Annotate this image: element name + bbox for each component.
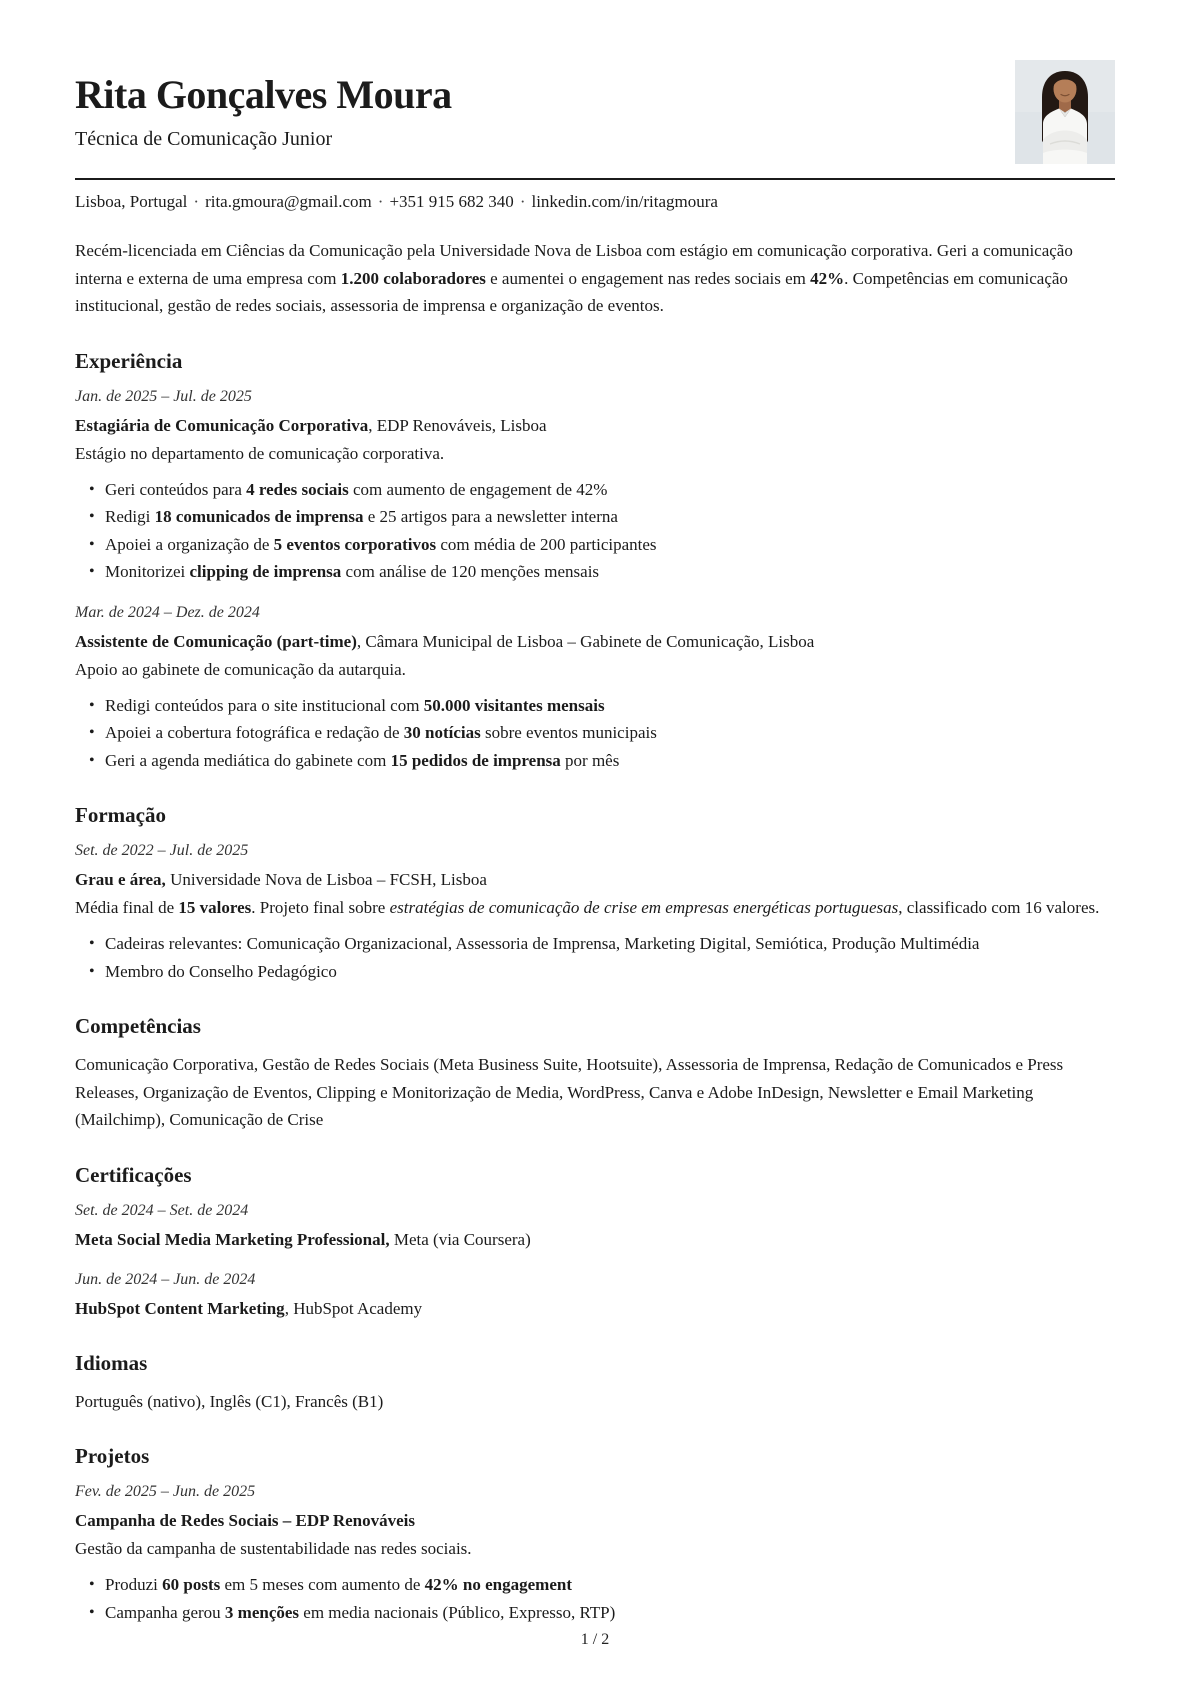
text-segment: sobre eventos municipais — [480, 723, 657, 742]
entry-title — [75, 629, 1115, 655]
text-segment: 3 menções — [224, 1602, 300, 1622]
text-segment: por mês — [560, 750, 620, 770]
section-heading: Projetos — [75, 1444, 150, 1468]
text-segment: em 5 meses com aumento de — [220, 1575, 425, 1594]
bullet-item — [105, 930, 1115, 958]
entry-date: Fev. de 2025 – Jun. de 2025 — [75, 1483, 256, 1500]
text-segment: Apoio ao gabinete de comunicação da autarquia. — [75, 659, 406, 679]
text-segment: Média final de — [75, 898, 179, 917]
text-segment: Redigi — [105, 507, 155, 526]
section-certificacoes — [75, 1162, 1115, 1322]
text-segment: 42% — [810, 268, 845, 288]
section-heading: Competências — [75, 1014, 201, 1038]
text-segment: Monitorizei — [105, 562, 190, 581]
text-segment: Geri conteúdos para — [105, 479, 247, 499]
profile-photo — [1015, 60, 1115, 164]
entry-description — [75, 656, 1115, 683]
entry — [75, 386, 1115, 586]
text-segment: . Competências em comunicação institucional, gestão de redes sociais, assessoria de imprensa e organização de eventos. — [75, 268, 1068, 315]
text-segment: Campanha de Redes Sociais – EDP Renováveis — [75, 1511, 416, 1530]
entry-title — [75, 867, 1115, 893]
text-segment: estratégias de comunicação de crise em empresas energéticas portuguesas — [389, 898, 899, 917]
text-segment: Cadeiras relevantes: Comunicação Organizacional, Assessoria de Imprensa, Marketing Digital, Semiótica, Produção Multimédia — [105, 934, 980, 953]
text-segment: Meta Social Media Marketing Professional, — [75, 1229, 390, 1249]
text-segment: 5 eventos corporativos — [273, 534, 437, 554]
entry — [75, 1481, 1115, 1626]
text-segment: Produzi — [105, 1575, 163, 1594]
text-segment: 50.000 visitantes mensais — [423, 695, 605, 715]
text-segment: 30 notícias — [403, 723, 481, 742]
text-segment: Assistente de Comunicação (part-time) — [75, 631, 357, 651]
text-segment: 15 pedidos de imprensa — [390, 750, 561, 770]
text-segment: 4 redes sociais — [246, 479, 349, 499]
bullet-item — [105, 476, 1115, 504]
text-segment: Redigi conteúdos para o site institucional com — [105, 695, 424, 715]
bullet-list — [75, 930, 1115, 985]
contact-location: Lisboa, Portugal — [75, 192, 188, 211]
bullet-item — [105, 503, 1115, 531]
bullet-item — [105, 719, 1115, 747]
bullet-item — [105, 747, 1115, 775]
text-segment: clipping de imprensa — [189, 562, 342, 581]
text-segment: Meta (via Coursera) — [389, 1229, 531, 1249]
text-segment: , classificado com 16 valores. — [898, 898, 1100, 917]
text-segment: , EDP Renováveis, Lisboa — [368, 415, 547, 435]
contact-separator: · — [519, 192, 526, 211]
entry-description — [75, 894, 1115, 921]
entry-title — [75, 1296, 1115, 1322]
bullet-item — [105, 958, 1115, 986]
entry-date: Mar. de 2024 – Dez. de 2024 — [75, 603, 260, 621]
entry-date: Set. de 2024 – Set. de 2024 — [75, 1201, 249, 1219]
bullet-item — [105, 1571, 1115, 1599]
text-segment: Universidade Nova de Lisboa – FCSH, Lisboa — [165, 870, 487, 889]
text-segment: Estágio no departamento de comunicação corporativa. — [75, 443, 445, 463]
section-heading: Certificações — [75, 1162, 192, 1187]
text-segment: Recém-licenciada em Ciências da Comunicação pela Universidade Nova de Lisboa com estágio em comunicação corporativa. Geri a comunicação interna e externa de uma empresa com — [75, 241, 1073, 288]
contact-email-link[interactable]: rita.gmoura@gmail.com — [205, 192, 372, 211]
entry — [75, 602, 1115, 775]
entry-title — [75, 1508, 1115, 1534]
contact-line — [75, 189, 1115, 215]
entry — [75, 1269, 1115, 1322]
section-paragraph — [75, 1051, 1115, 1134]
section-heading: Idiomas — [75, 1350, 148, 1375]
text-segment: Apoiei a cobertura fotográfica e redação de — [105, 723, 404, 742]
section-experiencia — [75, 348, 1115, 775]
section-formacao — [75, 802, 1115, 985]
text-segment: Gestão da campanha de sustentabilidade nas redes sociais. — [75, 1539, 472, 1558]
entry-title — [75, 1227, 1115, 1253]
resume-header — [75, 60, 1115, 164]
section-heading: Formação — [75, 803, 166, 827]
header-divider — [75, 178, 1115, 180]
contact-separator: · — [193, 192, 200, 211]
entry — [75, 840, 1115, 985]
contact-phone: +351 915 682 340 — [389, 192, 514, 211]
text-segment: 15 valores — [178, 898, 252, 917]
text-segment: , Câmara Municipal de Lisboa – Gabinete de Comunicação, Lisboa — [356, 631, 815, 651]
text-segment: e aumentei o engagement nas redes sociais em — [485, 268, 811, 288]
sections-container — [75, 348, 1115, 1627]
bullet-item — [105, 531, 1115, 559]
text-segment: 60 posts — [162, 1575, 221, 1594]
entry-description — [75, 440, 1115, 467]
bullet-item — [105, 692, 1115, 720]
text-segment: , HubSpot Academy — [284, 1298, 423, 1318]
entry-date: Set. de 2022 – Jul. de 2025 — [75, 842, 249, 859]
section-heading: Experiência — [75, 348, 183, 373]
text-segment: com análise de 120 menções mensais — [341, 562, 600, 581]
text-segment: Comunicação Corporativa, Gestão de Redes Sociais (Meta Business Suite, Hootsuite), Assessoria de Imprensa, Redação de Comunicados e Press Releases, Organização de Eventos, Clipping e Monitorização de Media, WordPress, Canva e Adobe InDesign, Newsletter e Email Marketing (Mailchimp), Comunicação de Crise — [75, 1055, 1064, 1129]
text-segment: Apoiei a organização de — [105, 534, 274, 554]
section-competencias — [75, 1013, 1115, 1134]
text-segment: com aumento de engagement de 42% — [348, 479, 608, 499]
entry — [75, 1200, 1115, 1253]
text-segment: e 25 artigos para a newsletter interna — [363, 507, 618, 526]
text-segment: Português (nativo), Inglês (C1), Francês (B1) — [75, 1391, 384, 1411]
entry-date: Jun. de 2024 – Jun. de 2024 — [75, 1270, 256, 1288]
text-segment: Membro do Conselho Pedagógico — [105, 961, 337, 981]
contact-linkedin-link[interactable]: linkedin.com/in/ritagmoura — [531, 192, 718, 211]
text-segment: . Projeto final sobre — [251, 898, 390, 917]
text-segment: HubSpot Content Marketing — [75, 1298, 285, 1318]
person-name: Rita Gonçalves Moura — [75, 72, 452, 117]
entry-description — [75, 1535, 1115, 1562]
contact-separator: · — [377, 192, 384, 211]
person-job-title: Técnica de Comunicação Junior — [75, 128, 333, 150]
text-segment: Grau e área, — [75, 870, 166, 889]
section-idiomas — [75, 1350, 1115, 1416]
bullet-item — [105, 1599, 1115, 1627]
bullet-list — [75, 1571, 1115, 1626]
bullet-list — [75, 692, 1115, 775]
text-segment: com média de 200 participantes — [436, 534, 657, 554]
resume-content — [0, 60, 1190, 1626]
bullet-list — [75, 476, 1115, 586]
section-projetos — [75, 1443, 1115, 1626]
summary-paragraph — [75, 237, 1115, 320]
text-segment: Campanha gerou — [105, 1602, 225, 1622]
text-segment: em media nacionais (Público, Expresso, RTP) — [299, 1602, 616, 1622]
page-number: 1 / 2 — [580, 1631, 610, 1648]
entry-title — [75, 413, 1115, 439]
text-segment: 1.200 colaboradores — [340, 268, 486, 288]
header-text-block — [75, 60, 452, 152]
bullet-item — [105, 558, 1115, 586]
text-segment: 42% no engagement — [424, 1575, 572, 1594]
text-segment: Geri a agenda mediática do gabinete com — [105, 750, 391, 770]
section-paragraph — [75, 1388, 1115, 1416]
entry-date: Jan. de 2025 – Jul. de 2025 — [75, 387, 252, 405]
text-segment: 18 comunicados de imprensa — [154, 507, 364, 526]
text-segment: Estagiária de Comunicação Corporativa — [75, 415, 369, 435]
